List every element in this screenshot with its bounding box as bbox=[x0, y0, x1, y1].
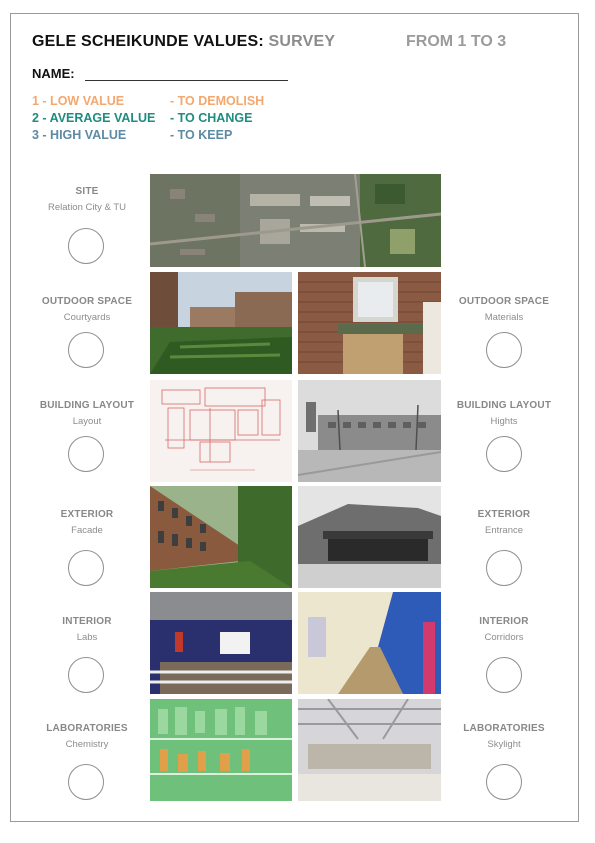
rating-range: FROM 1 TO 3 bbox=[406, 33, 507, 50]
interior-corridors-label: INTERIOR Corridors bbox=[479, 616, 529, 643]
corridors-photo bbox=[298, 592, 441, 694]
page-title: GELE SCHEIKUNDE VALUES: SURVEY bbox=[32, 33, 336, 50]
rating-circle-site[interactable] bbox=[68, 228, 104, 264]
name-field[interactable] bbox=[85, 80, 288, 81]
entrance-photo bbox=[298, 486, 441, 588]
building-layout-label: BUILDING LAYOUT Layout bbox=[39, 400, 135, 427]
rating-circle-skylight[interactable] bbox=[486, 764, 522, 800]
laboratories-chemistry-label: LABORATORIES Chemistry bbox=[46, 723, 128, 750]
facade-photo bbox=[150, 486, 292, 588]
materials-photo bbox=[298, 272, 441, 374]
rating-circle-entrance[interactable] bbox=[486, 550, 522, 586]
rating-circle-materials[interactable] bbox=[486, 332, 522, 368]
rating-circle-labs[interactable] bbox=[68, 657, 104, 693]
rating-circle-chemistry[interactable] bbox=[68, 764, 104, 800]
interior-labs-label: INTERIOR Labs bbox=[62, 616, 112, 643]
outdoor-space-courtyards-label: OUTDOOR SPACE Courtyards bbox=[41, 296, 133, 323]
courtyards-photo bbox=[150, 272, 292, 374]
rating-circle-courtyards[interactable] bbox=[68, 332, 104, 368]
labs-photo bbox=[150, 592, 292, 694]
rating-circle-hights[interactable] bbox=[486, 436, 522, 472]
building-layout-hights-label: BUILDING LAYOUT Hights bbox=[456, 400, 552, 427]
layout-plan-drawing bbox=[150, 380, 292, 482]
site-label: SITE Relation City & TU bbox=[48, 186, 126, 213]
exterior-facade-label: EXTERIOR Facade bbox=[60, 509, 114, 536]
chemistry-photo bbox=[150, 699, 292, 801]
rating-circle-corridors[interactable] bbox=[486, 657, 522, 693]
skylight-photo bbox=[298, 699, 441, 801]
name-label: NAME: bbox=[32, 66, 75, 81]
rating-circle-facade[interactable] bbox=[68, 550, 104, 586]
laboratories-skylight-label: LABORATORIES Skylight bbox=[463, 723, 545, 750]
rating-circle-layout[interactable] bbox=[68, 436, 104, 472]
outdoor-space-materials-label: OUTDOOR SPACE Materials bbox=[458, 296, 550, 323]
site-aerial-photo bbox=[150, 174, 441, 267]
hights-photo bbox=[298, 380, 441, 482]
exterior-entrance-label: EXTERIOR Entrance bbox=[477, 509, 531, 536]
